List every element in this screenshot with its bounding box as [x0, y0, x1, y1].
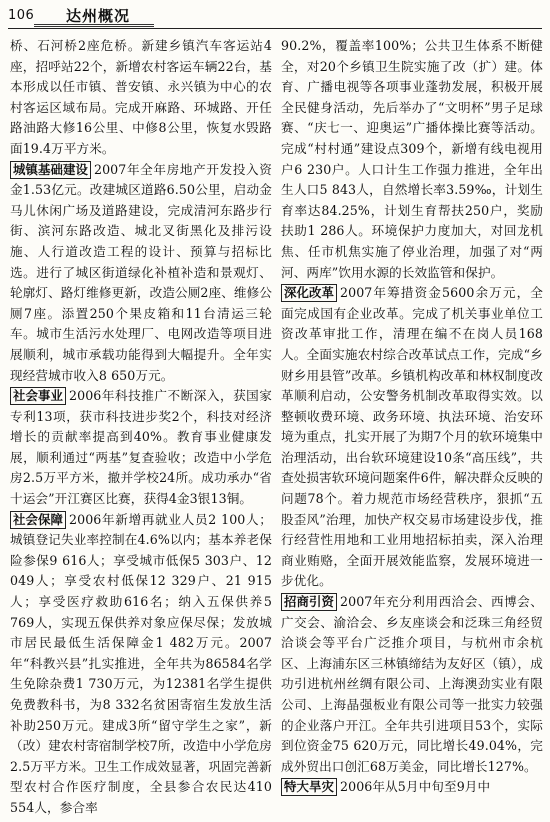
- social-affairs-text: 2006年科技推广不断深入，获国家专利13项，获市科技进步奖2个，科技对经济增长的贡献率提高到40%。教育事业健康发展，顺利通过“两基”复查验收；改造中小学危房2.5万平方米，撤并学校24所。成功承办“省十运会”开江赛区比赛，获得4金3银13铜。: [10, 388, 272, 507]
- deepen-reform-text: 2007年筹措资金5600余万元，全面完成国有企业改革。完成了机关事业单位工资改革审批工作，清理在编不在岗人员168人。全面实施农村综合改革试点工作，完成“乡财乡用县管”改革。乡镇机构改革和林权制度改革顺利启动，公安警务机制改革取得实效。以整顿收费环境、政务环境、执法环境、治安环境为重点，扎实开展了为期7个月的软环境集中治理活动，出台软环境建设10条“高压线”，共查处损害软环境问题案件6件，解决群众反映的问题78个。着力规范市场经营秩序，狠抓“五股歪风”治理，加快产权交易市场建设步伐，推行经营性用地和工业用地招标拍卖，深入治理商业贿赂，全面开展效能监察，发展环境进一步优化。: [281, 285, 543, 589]
- section-tag-deepen-reform: 深化改革: [281, 284, 337, 302]
- paragraph-social-affairs: [10, 386, 272, 510]
- section-tag-severe-drought: 特大旱灾: [281, 778, 337, 796]
- section-tag-social-security: 社会保障: [10, 511, 66, 529]
- page-number: 106: [8, 8, 35, 23]
- urban-infrastructure-text: 2007年全年房地产开发投入资金1.53亿元。改建城区道路6.50公里，启动金马儿休闲广场及道路建设，完成清河东路步行街、滨河东路改造、城北叉街黑化及排污设施、人行道改造工程的设计、预算与招标比选。进行了城区街道绿化补植补造和景观灯、轮廓灯、路灯维修更新，改造公厕2座、维修公厕7座。添置250个果皮箱和11台清运三轮车。城市生活污水处理厂、电网改造等项目进展顺利，城市承载功能得到大幅提升。全年实现经营城市收入8 650万元。: [10, 161, 272, 383]
- running-title: 达州概况: [66, 7, 131, 25]
- paragraph-road-continued: 桥、石河桥2座危桥。新建乡镇汽车客运站4座，招呼站22个，新增农村客运车辆22台，基本形成以任市镇、普安镇、永兴镇为中心的农村客运区域布局。完成开麻路、环城路、开任路油路大修16公里、中修8公里，恢复水毁路面19.4万平方米。: [10, 38, 272, 156]
- section-tag-social-affairs: 社会事业: [10, 387, 66, 405]
- paragraph-social-security: [10, 510, 272, 816]
- paragraph-deepen-reform: [281, 283, 543, 592]
- left-column: [10, 36, 272, 816]
- severe-drought-text: 2006年从5月中旬至9月中: [339, 779, 491, 795]
- paragraph-severe-drought: [281, 777, 543, 798]
- page-header: [8, 4, 542, 29]
- section-tag-urban-infrastructure: 城镇基础建设: [10, 161, 91, 179]
- section-tag-investment-attraction: 招商引资: [281, 593, 337, 611]
- investment-attraction-text: 2007年充分利用西洽会、西博会、广交会、渝洽会、乡友座谈会和泛珠三角经贸洽谈会等平台广泛推介项目，与杭州市余杭区、上海浦东区三林镇缔结为友好区（镇），成功引进杭州丝绸有限公司、上海澳劲实业有限公司、上海晶强板业有限公司等一批实力较强的企业落户开江。全年共引进项目53个，实际到位资金75 620万元，同比增长49.04%，完成外贸出口创汇68万美金，同比增长127%。: [281, 594, 543, 774]
- paragraph-investment-attraction: [281, 592, 543, 777]
- social-security-text: 2006年新增再就业人员2 100人；城镇登记失业率控制在4.6%以内；基本养老保险参保9 616人；享受城市低保5 303户、12 049人；享受农村低保12 329户、21 915人；享受医疗救助616名；纳入五保供养5 769人，实现五保供养对象应保尽保；发放城市居民最低生活保障金1 482万元。2007年“科教兴县”扎实推进，全年共为86584名学生免除杂费1 730万元，为12381名学生提供免费教科书，为8 332名贫困寄宿生发放生活补助250万元。建成3所“留守学生之家”，新（改）建农村寄宿制学校7所，改造中小学危房2.5万平方米。卫生工作成效显著，巩固完善新型农村合作医疗制度，全县参合农民达410 554人，参合率: [10, 511, 272, 815]
- paragraph-urban-infrastructure: [10, 160, 272, 387]
- right-column: [281, 36, 543, 816]
- paragraph-health-continued: 90.2%，覆盖率100%；公共卫生体系不断健全，对20个乡镇卫生院实施了改（扩）建。体育、广播电视等各项事业蓬勃发展，积极开展全民健身活动，先后举办了“文明杯”男子足球赛、“庆七一、迎奥运”广播体操比赛等活动。完成“村村通”建设点309个，新增有线电视用户6 230户。人口计生工作强力推进，全年出生人口5 843人，自然增长率3.59‰，计划生育率达84.25%，计划生育帮扶250户，奖励扶助1 286人。环境保护力度加大，对回龙机焦、任市机焦实施了停业治理，加强了对“两河、两库”饮用水源的长效监管和保护。: [281, 38, 543, 280]
